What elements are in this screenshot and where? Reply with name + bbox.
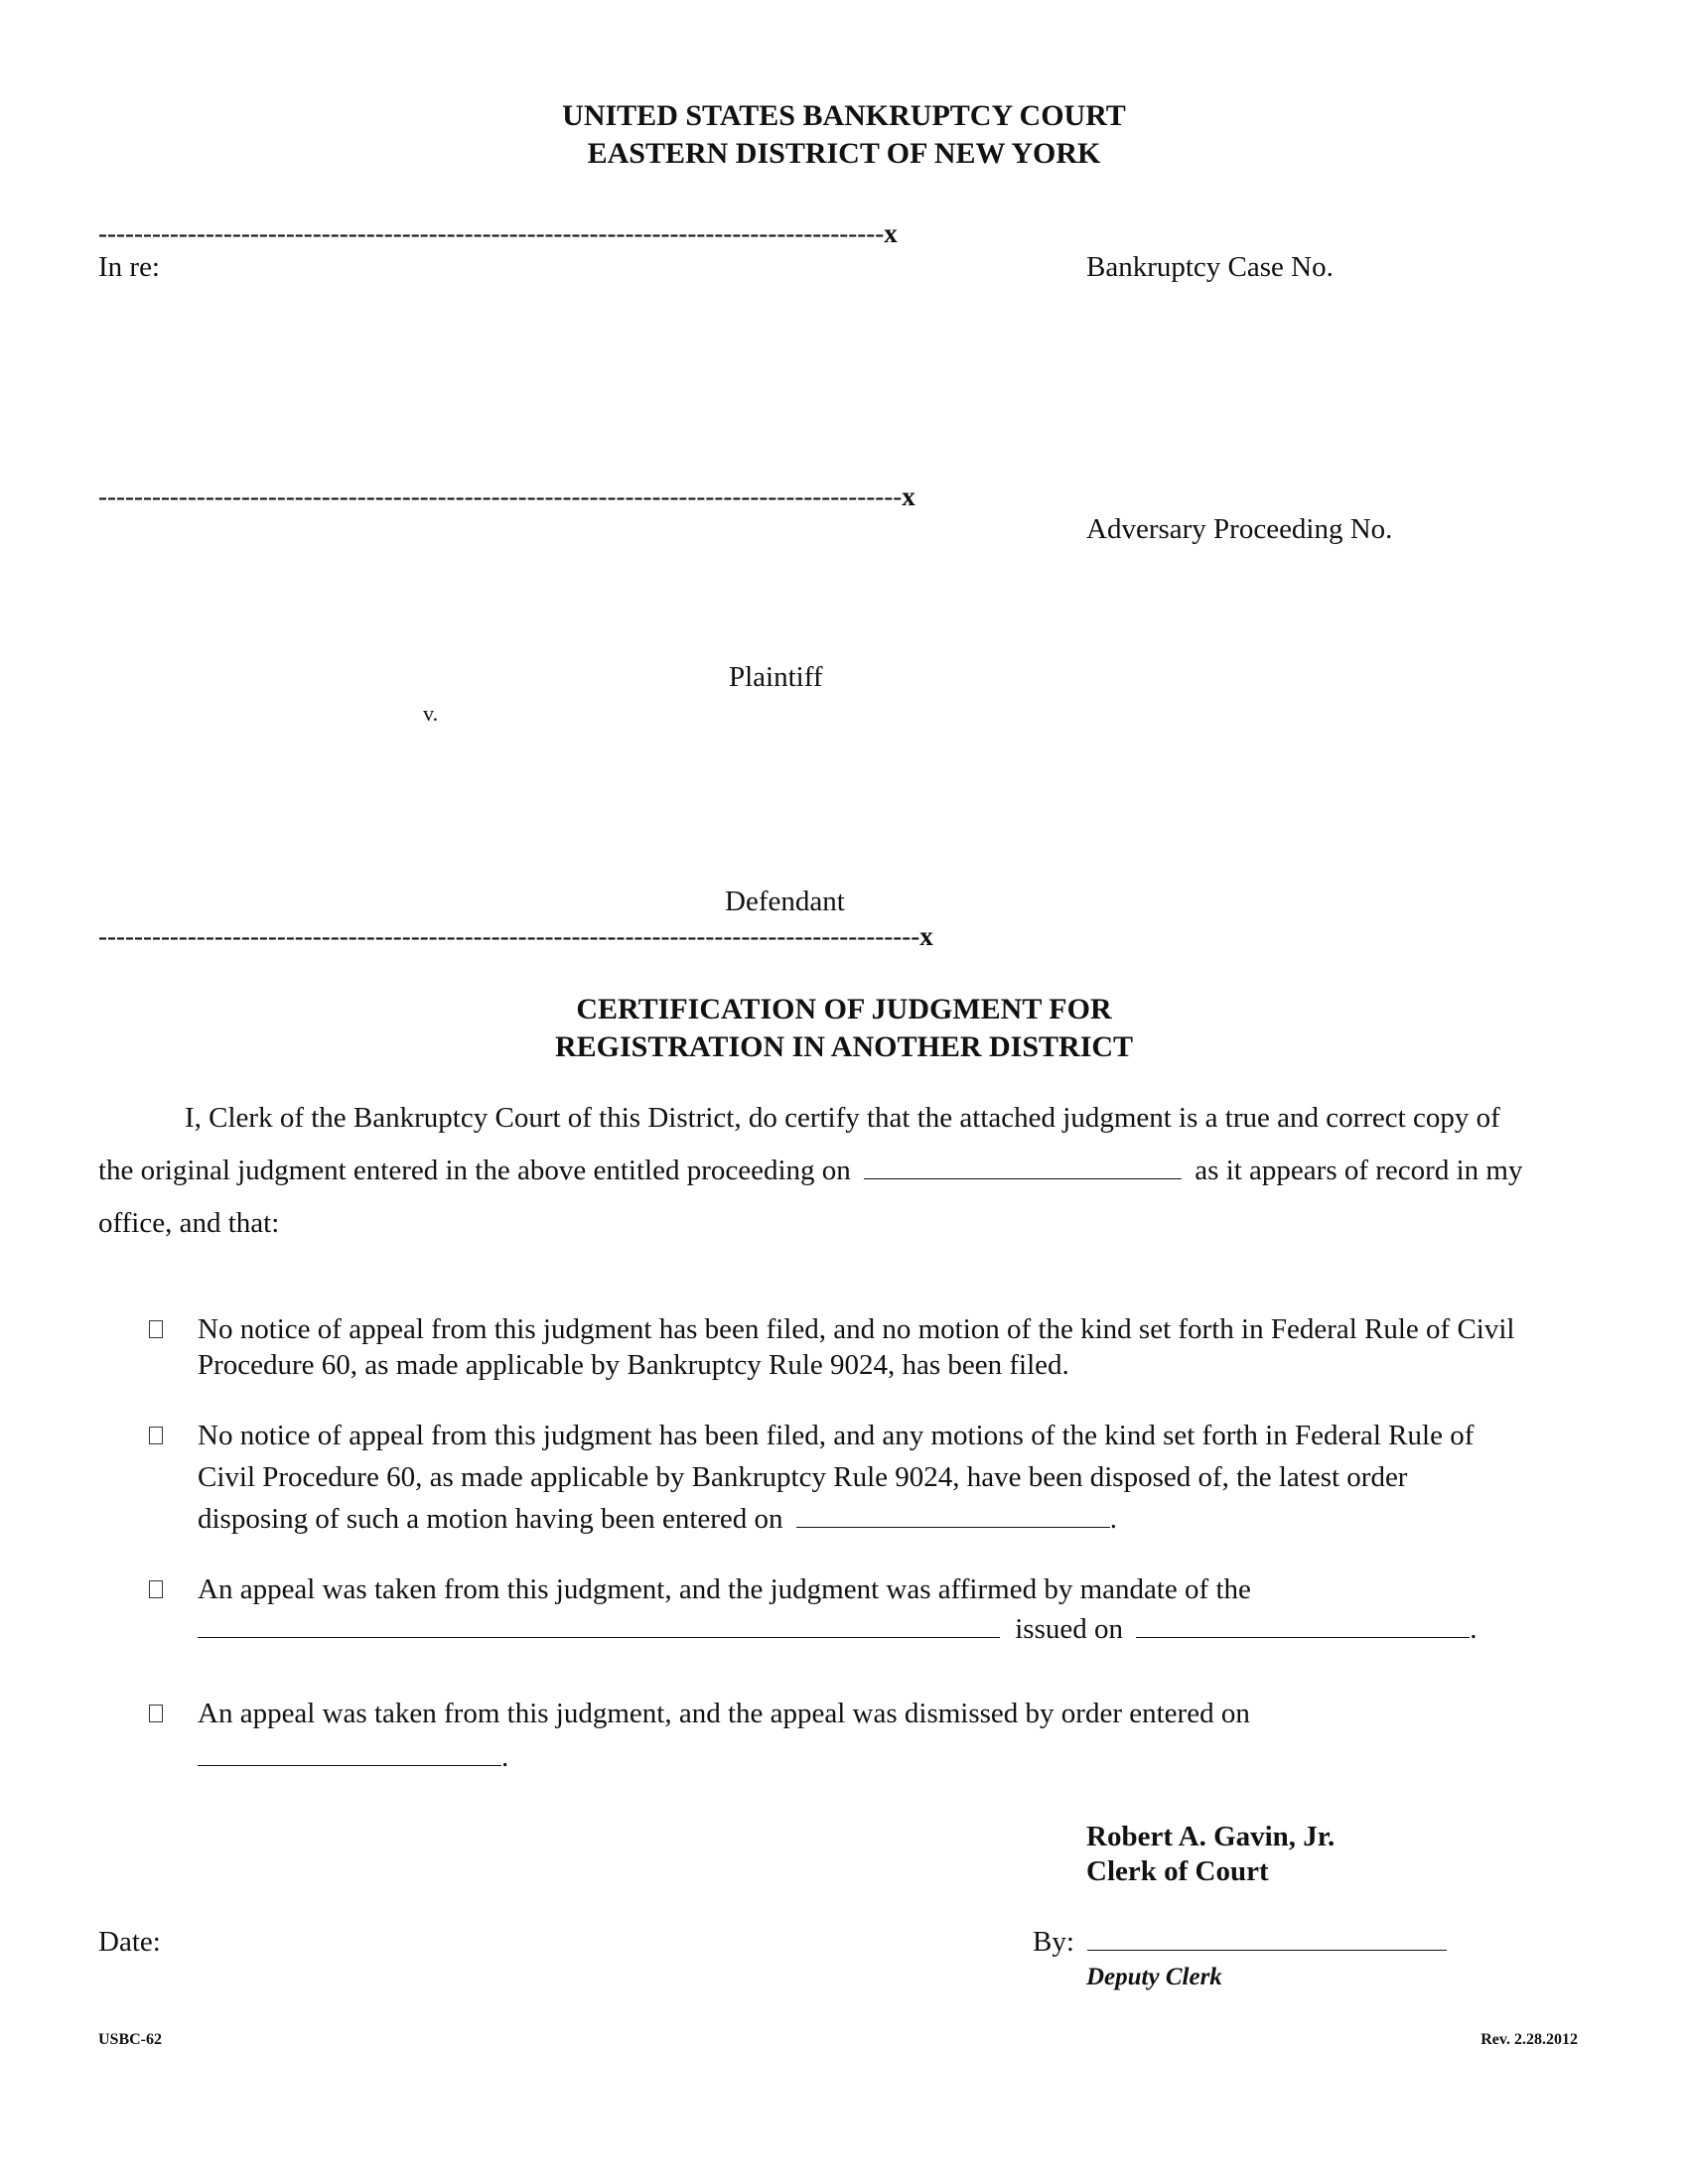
certification-text-line3: office, and that: (98, 1207, 280, 1239)
caption-separator: ----------------------------------------------------------------------------------------x (98, 218, 898, 248)
case-number-label: Bankruptcy Case No. (1086, 251, 1334, 283)
latest-order-date-field[interactable] (796, 1503, 1110, 1528)
deputy-signature-field[interactable] (1087, 1926, 1447, 1951)
option-4-text: An appeal was taken from this judgment, and the appeal was dismissed by order entered on . (198, 1698, 1250, 1773)
option-1-checkbox[interactable] (149, 1320, 163, 1338)
option-4-checkbox[interactable] (149, 1705, 163, 1722)
plaintiff-label: Plaintiff (729, 661, 823, 693)
mandate-date-field[interactable] (1136, 1613, 1470, 1638)
judgment-date-field[interactable] (864, 1155, 1182, 1179)
defendant-label: Defendant (725, 886, 845, 917)
document-title-line2: REGISTRATION IN ANOTHER DISTRICT (554, 1030, 1134, 1063)
dismissal-date-field[interactable] (198, 1741, 501, 1766)
option-3-text: An appeal was taken from this judgment, and the judgment was affirmed by mandate of the issued on . (198, 1573, 1477, 1645)
court-name: UNITED STATES BANKRUPTCY COURT (562, 99, 1126, 132)
date-label: Date: (98, 1926, 161, 1958)
document-title-line1: CERTIFICATION OF JUDGMENT FOR (576, 993, 1112, 1025)
caption-separator: ------------------------------------------------------------------------------------------x (98, 481, 915, 511)
form-id: USBC-62 (98, 2031, 163, 2048)
versus-label: v. (423, 701, 439, 726)
adversary-number-label: Adversary Proceeding No. (1086, 513, 1393, 545)
revision-date: Rev. 2.28.2012 (1480, 2031, 1578, 2048)
option-3-checkbox[interactable] (149, 1580, 163, 1598)
certification-text-line2: the original judgment entered in the above entitled proceeding on as it appears of record in my (98, 1155, 1523, 1186)
in-re-label: In re: (98, 251, 160, 283)
clerk-name: Robert A. Gavin, Jr. (1086, 1821, 1336, 1852)
caption-separator: --------------------------------------------------------------------------------------------x (98, 921, 933, 951)
signature-line: By: (1033, 1926, 1447, 1959)
option-1-text: No notice of appeal from this judgment has been filed, and no motion of the kind set forth in Federal Rule of Civil Procedure 60, as made applicable by Bankruptcy Rule 9024, has been filed. (198, 1313, 1515, 1381)
certification-text-line1: I, Clerk of the Bankruptcy Court of this District, do certify that the attached judgment is a true and correct copy of (185, 1102, 1500, 1134)
deputy-clerk-label: Deputy Clerk (1086, 1964, 1222, 1990)
mandate-court-field[interactable] (198, 1613, 1000, 1638)
option-2-checkbox[interactable] (149, 1427, 163, 1444)
district-name: EASTERN DISTRICT OF NEW YORK (587, 137, 1101, 170)
clerk-title: Clerk of Court (1086, 1855, 1269, 1887)
option-2-text: No notice of appeal from this judgment has been filed, and any motions of the kind set forth in Federal Rule of Civil Procedure 60, as made applicable by Bankruptcy Rule 9024, have been disposed of, the latest order disposing of such a motion having been entered on . (198, 1420, 1475, 1535)
